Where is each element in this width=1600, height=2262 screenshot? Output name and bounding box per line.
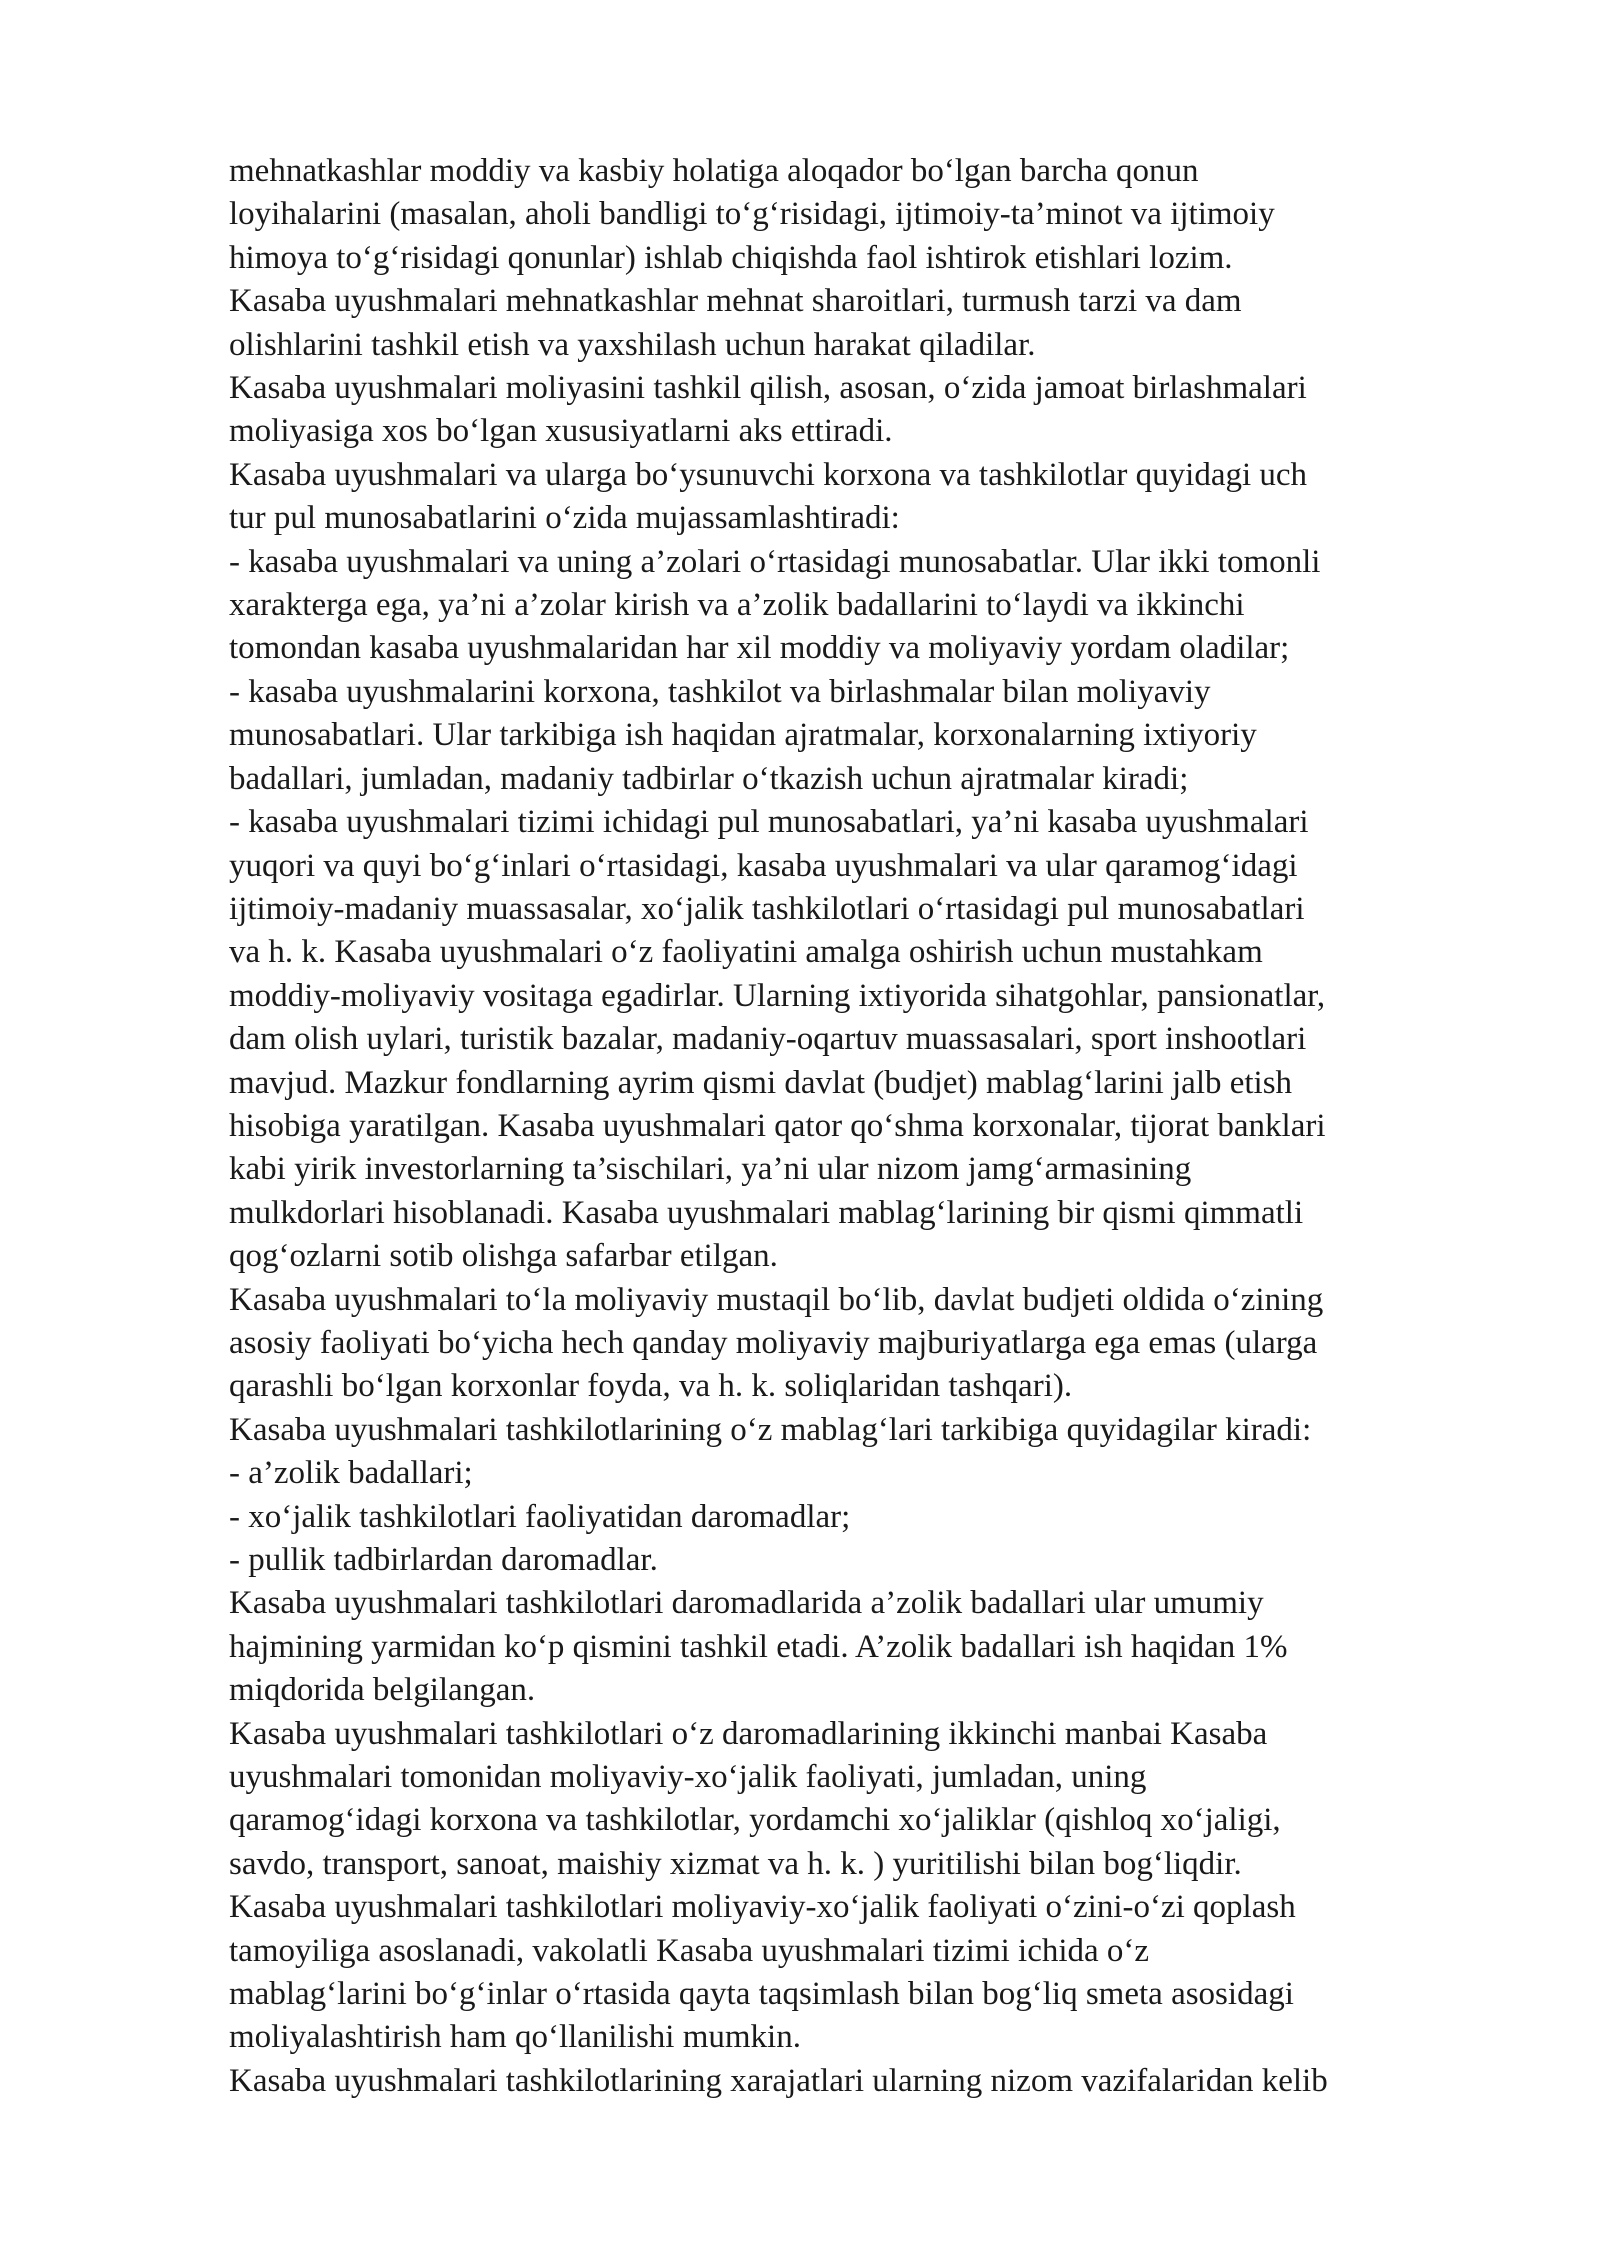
text-line: Kasaba uyushmalari moliyasini tashkil qilish, asosan, o‘zida jamoat birlashmalari: [229, 370, 1307, 407]
text-line: hajmining yarmidan ko‘p qismini tashkil etadi. A’zolik badallari ish haqidan 1%: [229, 1628, 1288, 1665]
text-line: savdo, transport, sanoat, maishiy xizmat va h. k. ) yuritilishi bilan bog‘liqdir.: [229, 1845, 1242, 1882]
text-line: asosiy faoliyati bo‘yicha hech qanday moliyaviy majburiyatlarga ega emas (ularga: [229, 1324, 1318, 1361]
text-line: - kasaba uyushmalarini korxona, tashkilot va birlashmalar bilan moliyaviy: [229, 673, 1211, 710]
text-line: yuqori va quyi bo‘g‘inlari o‘rtasidagi, kasaba uyushmalari va ular qaramog‘idagi: [229, 847, 1298, 884]
document-body-text: [229, 150, 1529, 2103]
text-line: loyihalarini (masalan, aholi bandligi to‘g‘risidagi, ijtimoiy-ta’minot va ijtimoiy: [229, 196, 1275, 233]
text-line: uyushmalari tomonidan moliyaviy-xo‘jalik faoliyati, jumladan, uning: [229, 1759, 1147, 1796]
text-line: olishlarini tashkil etish va yaxshilash uchun harakat qiladilar.: [229, 326, 1036, 363]
text-line: mavjud. Mazkur fondlarning ayrim qismi davlat (budjet) mablag‘larini jalb etish: [229, 1064, 1293, 1101]
text-line: qog‘ozlarni sotib olishga safarbar etilgan.: [229, 1238, 778, 1275]
text-line: Kasaba uyushmalari tashkilotlari daromadlarida a’zolik badallari ular umumiy: [229, 1585, 1264, 1622]
text-line: munosabatlari. Ular tarkibiga ish haqidan ajratmalar, korxonalarning ixtiyoriy: [229, 717, 1257, 754]
text-line: tamoyiliga asoslanadi, vakolatli Kasaba uyushmalari tizimi ichida o‘z: [229, 1932, 1150, 1969]
text-line: Kasaba uyushmalari to‘la moliyaviy mustaqil bo‘lib, davlat budjeti oldida o‘zining: [229, 1281, 1324, 1318]
text-line: himoya to‘g‘risidagi qonunlar) ishlab chiqishda faol ishtirok etishlari lozim.: [229, 239, 1233, 276]
text-line: kabi yirik investorlarning ta’sischilari, ya’ni ular nizom jamg‘armasining: [229, 1151, 1192, 1188]
text-line: dam olish uylari, turistik bazalar, madaniy-oqartuv muassasalari, sport inshootlari: [229, 1021, 1307, 1058]
text-line: - a’zolik badallari;: [229, 1455, 473, 1492]
text-line: Kasaba uyushmalari tashkilotlari o‘z daromadlarining ikkinchi manbai Kasaba: [229, 1715, 1268, 1752]
text-line: Kasaba uyushmalari tashkilotlarining o‘z mablag‘lari tarkibiga quyidagilar kiradi:: [229, 1411, 1312, 1448]
text-line: tomondan kasaba uyushmalaridan har xil moddiy va moliyaviy yordam oladilar;: [229, 630, 1290, 667]
text-line: - kasaba uyushmalari va uning a’zolari o‘rtasidagi munosabatlar. Ular ikki tomonli: [229, 543, 1321, 580]
text-line: moliyasiga xos bo‘lgan xususiyatlarni aks ettiradi.: [229, 413, 893, 450]
text-line: badallari, jumladan, madaniy tadbirlar o‘tkazish uchun ajratmalar kiradi;: [229, 760, 1189, 797]
text-line: xarakterga ega, ya’ni a’zolar kirish va a’zolik badallarini to‘laydi va ikkinchi: [229, 587, 1245, 624]
text-line: ijtimoiy-madaniy muassasalar, xo‘jalik tashkilotlari o‘rtasidagi pul munosabatlari: [229, 890, 1305, 927]
text-line: mehnatkashlar moddiy va kasbiy holatiga aloqador bo‘lgan barcha qonun: [229, 153, 1199, 189]
text-line: mablag‘larini bo‘g‘inlar o‘rtasida qayta taqsimlash bilan bog‘liq smeta asosidagi: [229, 1976, 1294, 2013]
text-line: Kasaba uyushmalari mehnatkashlar mehnat sharoitlari, turmush tarzi va dam: [229, 283, 1242, 320]
text-line: hisobiga yaratilgan. Kasaba uyushmalari qator qo‘shma korxonalar, tijorat banklari: [229, 1107, 1326, 1144]
text-line: - xo‘jalik tashkilotlari faoliyatidan daromadlar;: [229, 1498, 851, 1535]
text-line: Kasaba uyushmalari tashkilotlari moliyaviy-xo‘jalik faoliyati o‘zini-o‘zi qoplash: [229, 1889, 1296, 1926]
text-line: mulkdorlari hisoblanadi. Kasaba uyushmalari mablag‘larining bir qismi qimmatli: [229, 1194, 1304, 1231]
text-line: qaramog‘idagi korxona va tashkilotlar, yordamchi xo‘jaliklar (qishloq xo‘jaligi,: [229, 1802, 1281, 1839]
text-line: miqdorida belgilangan.: [229, 1672, 536, 1709]
text-line: Kasaba uyushmalari va ularga bo‘ysunuvchi korxona va tashkilotlar quyidagi uch: [229, 456, 1308, 493]
text-line: Kasaba uyushmalari tashkilotlarining xarajatlari ularning nizom vazifalaridan kelib: [229, 2062, 1328, 2099]
text-line: - pullik tadbirlardan daromadlar.: [229, 1542, 658, 1578]
text-line: - kasaba uyushmalari tizimi ichidagi pul munosabatlari, ya’ni kasaba uyushmalari: [229, 804, 1309, 841]
text-line: moliyalashtirish ham qo‘llanilishi mumkin.: [229, 2019, 801, 2056]
text-line: tur pul munosabatlarini o‘zida mujassamlashtiradi:: [229, 500, 900, 537]
text-line: moddiy-moliyaviy vositaga egadirlar. Ularning ixtiyorida sihatgohlar, pansionatlar,: [229, 977, 1326, 1014]
text-line: qarashli bo‘lgan korxonlar foyda, va h. k. soliqlaridan tashqari).: [229, 1368, 1073, 1405]
text-line: va h. k. Kasaba uyushmalari o‘z faoliyatini amalga oshirish uchun mustahkam: [229, 934, 1263, 971]
